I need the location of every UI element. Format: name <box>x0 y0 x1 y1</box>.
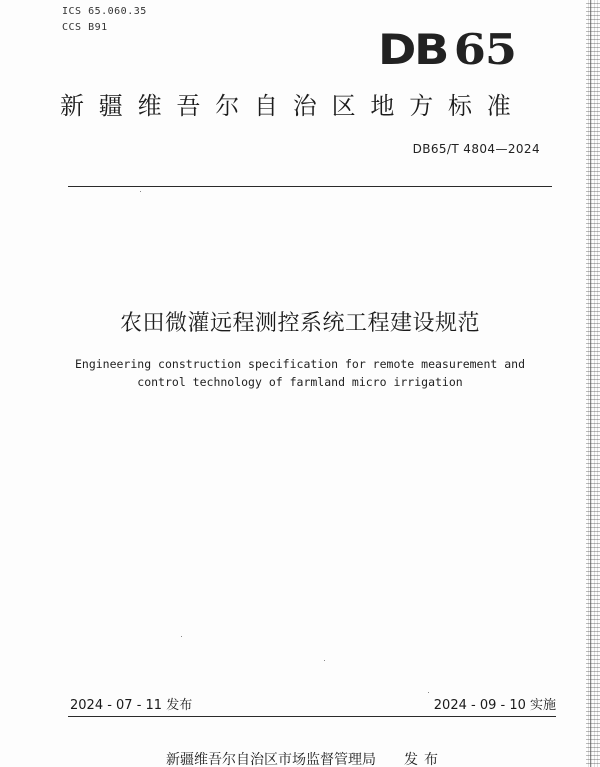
bottom-divider <box>68 716 556 717</box>
top-divider <box>68 186 552 187</box>
chinese-title: 农田微灌远程测控系统工程建设规范 <box>119 311 480 336</box>
implementation-date: 2024 - 09 - 10 实施 <box>433 698 556 713</box>
scan-speck <box>140 191 141 192</box>
scan-speck <box>181 636 182 637</box>
publisher-name: 新疆维吾尔自治区市场监督管理局 <box>166 752 376 767</box>
publisher-line <box>166 749 444 767</box>
scan-speck <box>428 692 429 693</box>
english-title <box>0 355 600 391</box>
issue-date: 2024 - 07 - 11 发布 <box>70 698 193 713</box>
db-logo-letters: DB <box>378 25 448 74</box>
db-logo-number: 65 <box>453 25 516 74</box>
scan-speck <box>324 660 325 661</box>
ccs-code: CCS B91 <box>62 22 108 33</box>
publish-label: 发布 <box>404 752 444 767</box>
english-title-line-2: control technology of farmland micro irrigation <box>137 375 463 389</box>
english-title-line-1: Engineering construction specification for remote measurement and <box>74 357 526 371</box>
standard-type-heading: 新疆维吾尔自治区地方标准 <box>60 92 526 120</box>
standard-number: DB65/T 4804—2024 <box>412 142 540 156</box>
ics-code: ICS 65.060.35 <box>62 6 147 17</box>
db-logo <box>378 25 532 74</box>
